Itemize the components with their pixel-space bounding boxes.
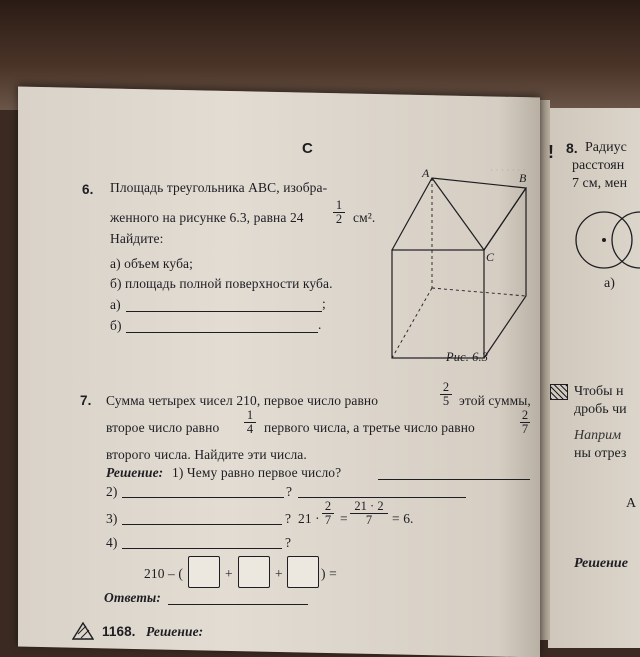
task7-answers-label: Ответы: (104, 590, 161, 605)
task7-fraction3 (520, 409, 530, 436)
task7-frac1-den: 5 (442, 394, 450, 408)
task6-line1: Площадь треугольника ABC, изобра- (110, 180, 328, 195)
vertex-b-label: B (519, 171, 527, 185)
triangle-edge-ac (432, 178, 484, 250)
task7-plus1: + (225, 566, 233, 581)
task7-plus2: + (275, 566, 283, 581)
task6-item-a: а) объем куба; (110, 256, 193, 271)
task8-line1: Радиус (585, 140, 627, 155)
task8-number: 8. (566, 140, 578, 156)
task7-row2-label: 2) (106, 484, 118, 499)
task7-row3-q: ? (285, 511, 292, 526)
hidden-edge-back (432, 288, 526, 296)
task6-fraction (333, 199, 345, 226)
task7-row2-answer-field[interactable] (298, 497, 466, 498)
task6-answer-b-label: б) (110, 318, 122, 333)
task6-number: 6. (82, 182, 94, 197)
exclamation-icon: ! (548, 142, 554, 162)
task7-row3-fraction2 (350, 500, 388, 527)
task7-answers-field[interactable] (168, 604, 308, 605)
task7-row3-result: = 6. (392, 511, 414, 526)
task6-answer-b-field[interactable] (126, 332, 318, 333)
task7-frac1-num: 2 (442, 380, 450, 394)
hatched-box-icon (550, 384, 568, 400)
task7-row3-fraction1 (322, 500, 334, 527)
task7-expr-end: ) = (321, 566, 337, 581)
task7-line2-mid: первого числа, а третье число равно (264, 420, 475, 435)
task8-line2: расстоян (572, 158, 625, 173)
task6-answer-a-label: а) (110, 297, 121, 312)
task6-unit: см². (353, 210, 376, 225)
task6-line2: женного на рисунке 6.3, равна 24 (110, 210, 304, 225)
cube-figure (380, 168, 530, 368)
task7-number: 7. (80, 393, 92, 408)
answer-box-1[interactable] (188, 556, 220, 588)
cube-top-face (392, 178, 526, 250)
task1168-number: 1168. (102, 624, 136, 639)
task6-answer-a-field[interactable] (126, 311, 322, 312)
task7-row3-calc: 21 · (298, 511, 320, 526)
right-label-a: а) (604, 276, 615, 291)
task7-row4-label: 4) (106, 535, 118, 550)
answer-box-3[interactable] (287, 556, 319, 588)
tip-line2: дробь чи (574, 402, 627, 417)
tip-line1: Чтобы н (574, 384, 624, 399)
right-solution: Решение (574, 556, 628, 571)
task1168-label: Решение: (146, 624, 204, 639)
answer-box-2[interactable] (238, 556, 270, 588)
task7-row3-f1-num: 2 (324, 499, 332, 513)
task6-frac-den: 2 (335, 212, 343, 226)
section-letter: C (302, 140, 313, 157)
task7-q1-field[interactable] (378, 479, 530, 480)
warning-triangle-icon (72, 622, 94, 640)
example-line2: ны отрез (574, 446, 627, 461)
task8-line3: 7 см, мен (572, 176, 628, 191)
hidden-edge-left (392, 288, 432, 358)
task7-row3-f2-den: 7 (365, 513, 373, 527)
task7-line1: Сумма четырех чисел 210, первое число равно (106, 393, 379, 408)
vertex-c-label: C (486, 250, 495, 264)
task6-answer-a-end: ; (322, 296, 326, 311)
task6-answer-b-end: . (318, 317, 322, 332)
right-letter-a: А (626, 496, 637, 511)
figure-caption: Рис. 6.3 (446, 350, 489, 364)
bleed-through-text: · · · · · · · (490, 165, 526, 175)
task6-line3: Найдите: (110, 231, 164, 246)
cube-front-face (392, 250, 484, 358)
task7-line2: второе число равно (106, 420, 220, 435)
vertex-a-label: A (422, 168, 430, 180)
circles-figure (572, 208, 640, 272)
task7-frac3-num: 2 (521, 408, 529, 422)
task7-solution-label: Решение: (106, 465, 164, 480)
task7-frac3-den: 7 (521, 422, 529, 436)
task6-item-b: б) площадь полной поверхности куба. (110, 276, 333, 291)
task7-row3-label: 3) (106, 511, 118, 526)
task7-frac2-num: 1 (246, 408, 254, 422)
task7-row2-field[interactable] (122, 497, 284, 498)
task7-q1: 1) Чему равно первое число? (172, 465, 342, 480)
task7-row3-field[interactable] (122, 524, 282, 525)
task7-row2-q: ? (286, 484, 293, 499)
task7-expr-start: 210 – ( (144, 566, 183, 581)
task7-line3: второго числа. Найдите эти числа. (106, 447, 307, 462)
task7-fraction2 (244, 409, 256, 436)
task6-frac-num: 1 (335, 198, 343, 212)
task7-row4-field[interactable] (122, 548, 282, 549)
example-line1: Наприм (574, 428, 622, 443)
task7-frac2-den: 4 (246, 422, 254, 436)
task7-row4-q: ? (285, 535, 292, 550)
task7-row3-f2-num: 21 · 2 (354, 499, 384, 513)
task7-row3-eq: = (340, 511, 348, 526)
cube-right-face (484, 188, 526, 358)
task7-row3-f1-den: 7 (324, 513, 332, 527)
task7-line1-end: этой суммы, (459, 393, 531, 408)
task7-fraction1 (440, 381, 452, 408)
triangle-edge-bc (484, 188, 526, 250)
